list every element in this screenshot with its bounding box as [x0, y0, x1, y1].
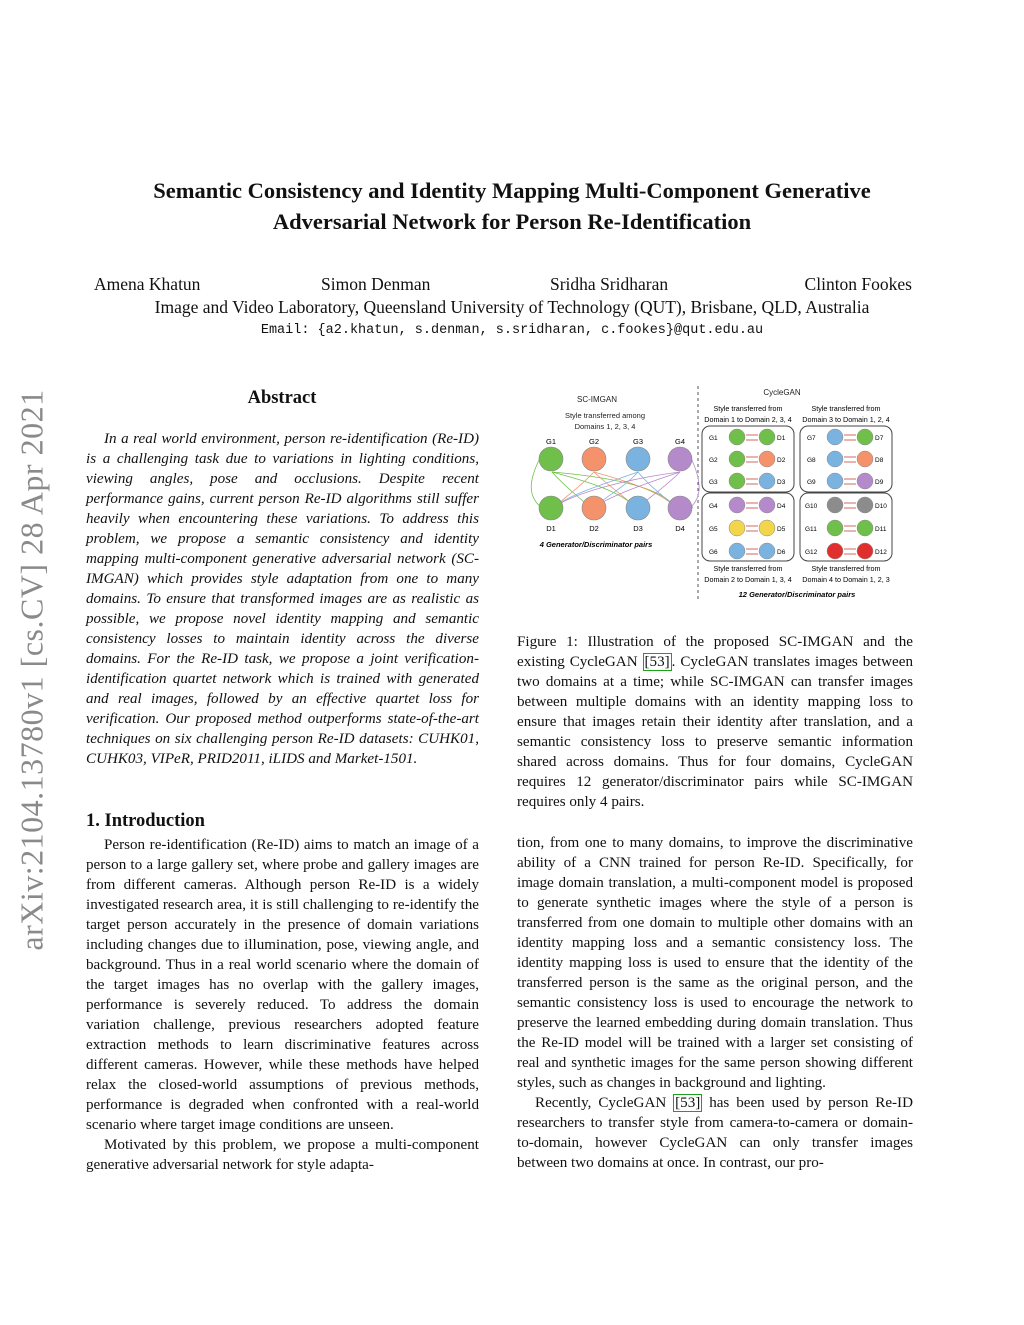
box1-node-a2 — [729, 451, 745, 467]
box4-node-b2 — [857, 520, 873, 536]
box1-caption-1: Style transferred from — [713, 404, 783, 413]
p4-part-1: Recently, CycleGAN — [535, 1095, 674, 1111]
box3-d-3: D6 — [777, 549, 786, 556]
node-g2 — [582, 447, 606, 471]
arxiv-id: arXiv:2104.13780v1 [cs.CV] 28 Apr 2021 — [13, 389, 50, 951]
node-d3 — [626, 496, 650, 520]
caption-part-1: Figure 1: Illustration of the proposed SC-IMGAN and the existing CycleGAN — [517, 634, 913, 670]
affiliation: Image and Video Laboratory, Queensland University of Technology (QUT), Brisbane, QLD, Australia — [154, 297, 870, 317]
right-title: CycleGAN — [763, 388, 801, 397]
left-column — [86, 835, 479, 1175]
author-2: Simon Denman — [321, 274, 431, 294]
box1-g-3: G3 — [709, 479, 718, 486]
left-title: SC-IMGAN — [577, 395, 617, 404]
box2-g-3: G9 — [807, 479, 816, 486]
box4-node-a2 — [827, 520, 843, 536]
box3-arrows — [746, 503, 758, 554]
box4-rows — [805, 497, 887, 559]
label-g4: G4 — [674, 437, 686, 446]
box2-node-a3 — [827, 473, 843, 489]
box2-rows — [807, 429, 884, 489]
label-d3: D3 — [633, 524, 643, 533]
author-3: Sridha Sridharan — [550, 274, 669, 294]
intro-paragraph-3: tion, from one to many domains, to improve the discriminative ability of a CNN trained for person Re-ID. Specifically, for image domain translation, a multi-component model is proposed to generate synthetic images where the style of a person is transferred from one domain to multiple other domains with an identity mapping loss and a semantic consistency loss. The identity mapping loss is used to ensure that the identity of the transferred person is the same as the original person, and the semantic consistency loss is used to encourage the network to preserve the learned embedding during domain translation. Thus the Re-ID model will be trained with a larger set consisting of real and synthetic images for the same person showing different styles, such as changes in background and lighting. — [517, 835, 913, 1091]
label-g1: G1 — [545, 437, 557, 446]
box4-d-1: D10 — [875, 503, 887, 510]
box1-node-a1 — [729, 429, 745, 445]
intro-paragraph-2: Motivated by this problem, we propose a multi-component generative adversarial network for style adapta- — [86, 1137, 479, 1173]
box4-caption-2: Domain 4 to Domain 1, 2, 3 — [802, 575, 890, 584]
citation-link-2[interactable]: [53] — [675, 1095, 701, 1111]
email: Email: {a2.khatun, s.denman, s.sridharan, c.fookes}@qut.edu.au — [260, 323, 764, 338]
box1-g-2: G2 — [709, 457, 718, 464]
box1-arrows — [746, 435, 758, 484]
box4-d-3: D12 — [875, 549, 887, 556]
box4-g-2: G11 — [805, 526, 817, 533]
box2-caption-2: Domain 3 to Domain 1, 2, 4 — [802, 415, 890, 424]
box2-d-1: D7 — [875, 435, 884, 442]
box1-d-1: D1 — [777, 435, 786, 442]
left-subtitle-2: Domains 1, 2, 3, 4 — [574, 422, 636, 431]
label-g2: G2 — [588, 437, 600, 446]
box2-node-b1 — [857, 429, 873, 445]
box2-node-a1 — [827, 429, 843, 445]
node-d4 — [668, 496, 692, 520]
box4-node-b1 — [857, 497, 873, 513]
box1-rows — [709, 429, 786, 489]
intro-paragraph-1: Person re-identification (Re-ID) aims to match an image of a person to a large gallery set, where probe and gallery images are from different cameras. Although person Re-ID is a widely investigated research area, it is still challenging to re-identify the target person accurately in the presence of domain variations including changes due to illumination, pose, viewing angle, and background. Thus in a real world scenario where the domain of the target images has no overlap with the gallery images, performance is severely reduced. To address the domain variation challenge, previous researchers adopted feature extraction methods to learn discriminative features across different cameras. However, while these methods have helped relax the closed-world assumptions of previous methods, performance is degraded when confronted with a real-world scenario where target image conditions are unseen. — [86, 837, 479, 1133]
box2-node-a2 — [827, 451, 843, 467]
box2-node-b3 — [857, 473, 873, 489]
label-d1: D1 — [546, 524, 556, 533]
box4-node-a3 — [827, 543, 843, 559]
box3-node-b2 — [759, 520, 775, 536]
citation-link[interactable]: [53] — [644, 654, 670, 670]
box2-caption-1: Style transferred from — [811, 404, 881, 413]
box3-d-1: D4 — [777, 503, 786, 510]
right-footer: 12 Generator/Discriminator pairs — [738, 590, 856, 599]
box2-g-1: G7 — [807, 435, 816, 442]
box2-node-b2 — [857, 451, 873, 467]
node-d2 — [582, 496, 606, 520]
box4-node-b3 — [857, 543, 873, 559]
box1-node-b1 — [759, 429, 775, 445]
box3-g-1: G4 — [709, 503, 718, 510]
paper-title — [80, 175, 944, 237]
box2-g-2: G8 — [807, 457, 816, 464]
box3-node-a1 — [729, 497, 745, 513]
figure-caption — [517, 632, 913, 812]
box3-g-3: G6 — [709, 549, 718, 556]
box4-node-a1 — [827, 497, 843, 513]
author-4: Clinton Fookes — [804, 274, 912, 294]
box2-arrows — [844, 435, 856, 484]
box3-caption-1: Style transferred from — [713, 564, 783, 573]
arxiv-stamp — [12, 370, 52, 970]
box3-caption-2: Domain 2 to Domain 1, 3, 4 — [704, 575, 792, 584]
node-g1 — [539, 447, 563, 471]
caption-part-2: . CycleGAN translates images between two domains at a time; while SC-IMGAN can transfer images between multiple domains with an identity mapping loss to ensure that images retain their identity after translation, and a semantic consistency loss to preserve semantic information shared across domains. Thus for four domains, CycleGAN requires 12 generator/discriminator pairs while SC-IMGAN requires only 4 pairs. — [517, 654, 913, 810]
box3-node-a2 — [729, 520, 745, 536]
box3-rows — [709, 497, 786, 559]
node-g4 — [668, 447, 692, 471]
box1-node-a3 — [729, 473, 745, 489]
box1-d-3: D3 — [777, 479, 786, 486]
box4-g-1: G10 — [805, 503, 818, 510]
box2-d-2: D8 — [875, 457, 884, 464]
author-1: Amena Khatun — [94, 274, 201, 294]
introduction-heading: 1. Introduction — [86, 811, 205, 831]
box1-node-b2 — [759, 451, 775, 467]
label-g3: G3 — [632, 437, 644, 446]
p4-part-2: has been used by person Re-ID researchers to transfer style from camera-to-camera or domain-to-domain, however CycleGAN can only transfer images between two domains at once. In contrast, our pro- — [517, 1095, 913, 1171]
abstract-text: In a real world environment, person re-identification (Re-ID) is a challenging task due to variations in lighting conditions, viewing angles, pose and occlusions. Despite recent performance gains, current person Re-ID algorithms still suffer heavily when encountering these variations. To address this problem, we propose a semantic consistency and identity mapping multi-component generative adversarial network (SC-IMGAN) which provides style adaptation from one to many domains. To ensure that transformed images are as realistic as possible, we propose novel identity mapping and semantic consistency losses to maintain identity across the diverse domains. For the Re-ID task, we propose a joint verification-identification quartet network which is trained with generated and real images, followed by an effective quartet loss for verification. Our proposed method outperforms state-of-the-art techniques on six challenging person Re-ID datasets: CUHK01, CUHK03, VIPeR, PRID2011, iLIDS and Market-1501. — [86, 431, 479, 767]
left-subtitle-1: Style transferred among — [564, 411, 646, 420]
node-g3 — [626, 447, 650, 471]
box3-node-a3 — [729, 543, 745, 559]
title-line-2: Adversarial Network for Person Re-Identification — [272, 209, 752, 234]
box1-node-b3 — [759, 473, 775, 489]
box4-arrows — [844, 503, 856, 554]
box4-d-2: D11 — [875, 526, 887, 533]
node-d1 — [539, 496, 563, 520]
right-column — [517, 833, 913, 1173]
left-footer: 4 Generator/Discriminator pairs — [539, 540, 653, 549]
box3-d-2: D5 — [777, 526, 786, 533]
box1-d-2: D2 — [777, 457, 786, 464]
box3-node-b3 — [759, 543, 775, 559]
intro-paragraph-4 — [517, 1093, 913, 1173]
box4-g-3: G12 — [805, 549, 818, 556]
title-line-1: Semantic Consistency and Identity Mapping Multi-Component Generative — [153, 178, 871, 203]
figure-1 — [530, 382, 920, 604]
label-d2: D2 — [589, 524, 599, 533]
box3-node-b1 — [759, 497, 775, 513]
box2-d-3: D9 — [875, 479, 884, 486]
box1-g-1: G1 — [709, 435, 718, 442]
box4-caption-1: Style transferred from — [811, 564, 881, 573]
abstract-heading: Abstract — [247, 388, 317, 408]
label-d4: D4 — [675, 524, 685, 533]
box1-caption-2: Domain 1 to Domain 2, 3, 4 — [704, 415, 792, 424]
box3-g-2: G5 — [709, 526, 718, 533]
